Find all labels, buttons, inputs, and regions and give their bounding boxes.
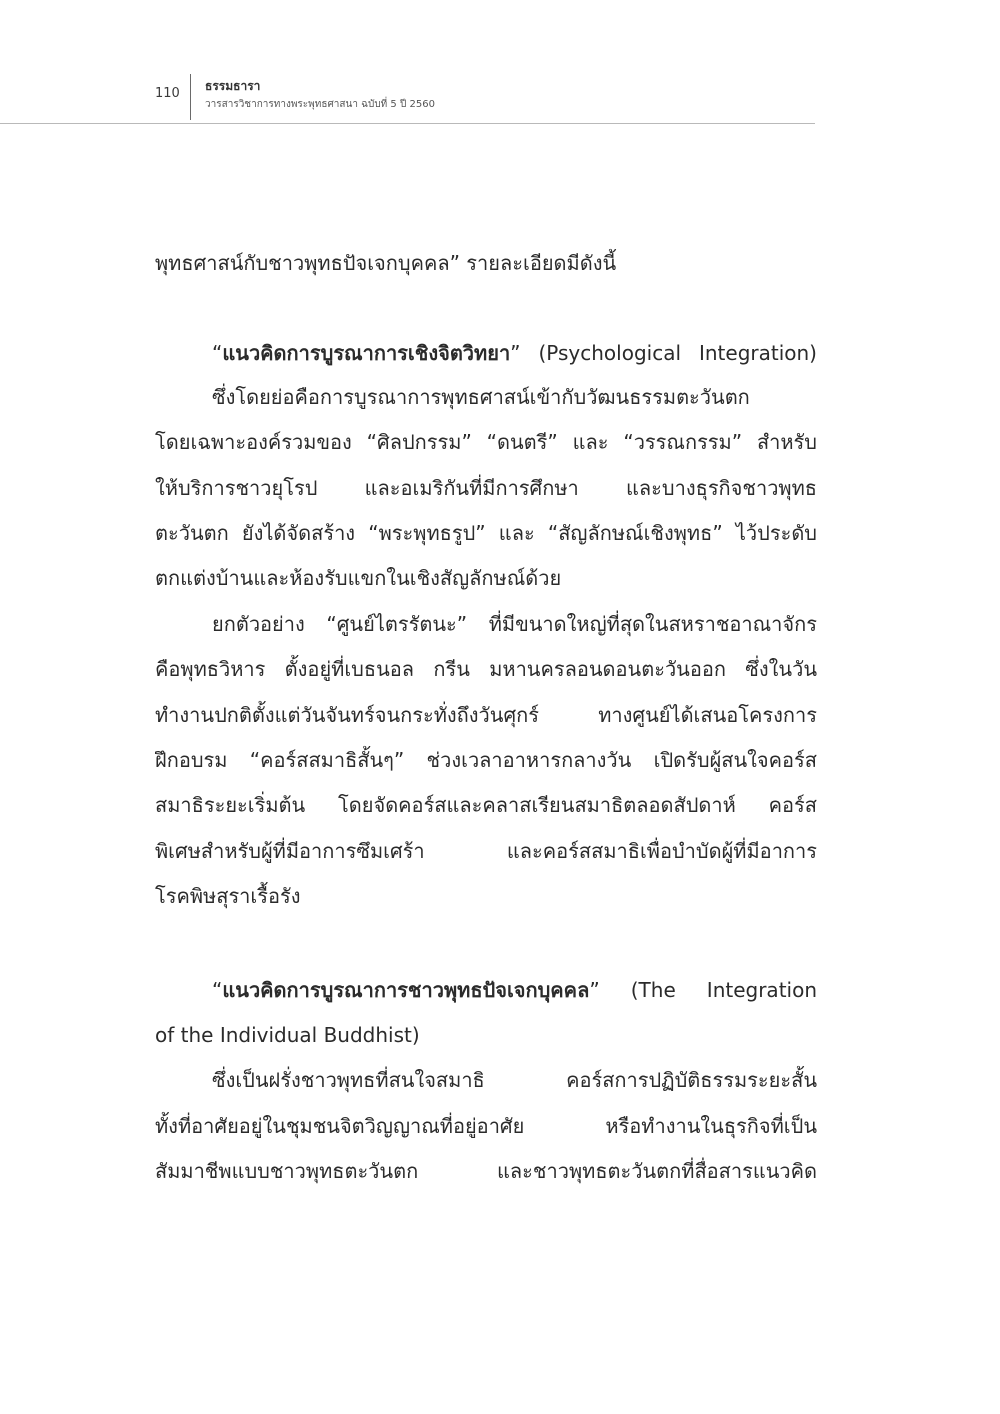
text-line: ซึ่งโดยย่อคือการบูรณาการพุทธศาสน์เข้ากับวัฒนธรรมตะวันตก [212,385,750,409]
section-heading-2 [155,975,817,1005]
section-heading-1-bold: แนวคิดการบูรณาการเชิงจิตวิทยา [222,341,511,365]
text-line: ให้บริการชาวยุโรป และอเมริกันที่มีการศึกษา และบางธุรกิจชาวพุทธ [155,476,817,500]
section-heading-1-rest: ” (Psychological Integration) [510,341,817,365]
section-heading-2-rest: ” (The Integration [589,978,817,1002]
text-line: พุทธศาสน์กับชาวพุทธปัจเจกบุคคล” รายละเอียดมีดังนี้ [155,251,617,275]
text-line: ตะวันตก ยังได้จัดสร้าง “พระพุทธรูป” และ “สัญลักษณ์เชิงพุทธ” ไว้ประดับ [155,521,817,545]
section-heading-2-bold: แนวคิดการบูรณาการชาวพุทธปัจเจกบุคคล [222,978,590,1002]
text-line: ทั้งที่อาศัยอยู่ในชุมชนจิตวิญญาณที่อยู่อาศัย หรือทำงานในธุรกิจที่เป็น [155,1114,817,1138]
text-line: สัมมาชีพแบบชาวพุทธตะวันตก และชาวพุทธตะวันตกที่สื่อสารแนวคิด [155,1159,817,1183]
text-line: ทำงานปกติตั้งแต่วันจันทร์จนกระทั่งถึงวันศุกร์ ทางศูนย์ได้เสนอโครงการ [155,703,817,727]
text-line: ฝึกอบรม “คอร์สสมาธิสั้นๆ” ช่วงเวลาอาหารกลางวัน เปิดรับผู้สนใจคอร์ส [155,748,817,772]
text-line: สมาธิระยะเริ่มต้น โดยจัดคอร์สและคลาสเรียนสมาธิตลอดสัปดาห์ คอร์ส [155,793,817,817]
header-divider [190,74,191,120]
section-heading-2-line2: of the Individual Buddhist) [155,1023,420,1047]
text-line: ตกแต่งบ้านและห้องรับแขกในเชิงสัญลักษณ์ด้วย [155,566,562,590]
header-rule [0,123,815,124]
journal-title: ธรรมธารา [205,79,261,93]
open-quote: “ [212,341,223,365]
text-line: ยกตัวอย่าง “ศูนย์ไตรรัตนะ” ที่มีขนาดใหญ่ที่สุดในสหราชอาณาจักร [212,612,817,636]
text-line: คือพุทธวิหาร ตั้งอยู่ที่เบธนอล กรีน มหานครลอนดอนตะวันออก ซึ่งในวัน [155,657,817,681]
open-quote: “ [212,978,223,1002]
journal-subtitle: วารสารวิชาการทางพระพุทธศาสนา ฉบับที่ 5 ปี 2560 [205,99,435,110]
page-header [0,70,815,125]
text-line: พิเศษสำหรับผู้ที่มีอาการซึมเศร้า และคอร์สสมาธิเพื่อบำบัดผู้ที่มีอาการ [155,839,817,863]
text-line: ซึ่งเป็นฝรั่งชาวพุทธที่สนใจสมาธิ คอร์สการปฏิบัติธรรมระยะสั้น [212,1068,817,1092]
text-line: โรคพิษสุราเรื้อรัง [155,884,301,908]
text-line: โดยเฉพาะองค์รวมของ “ศิลปกรรม” “ดนตรี” และ “วรรณกรรม” สำหรับ [155,430,817,454]
section-heading-1 [155,338,817,368]
page-number: 110 [155,86,180,101]
